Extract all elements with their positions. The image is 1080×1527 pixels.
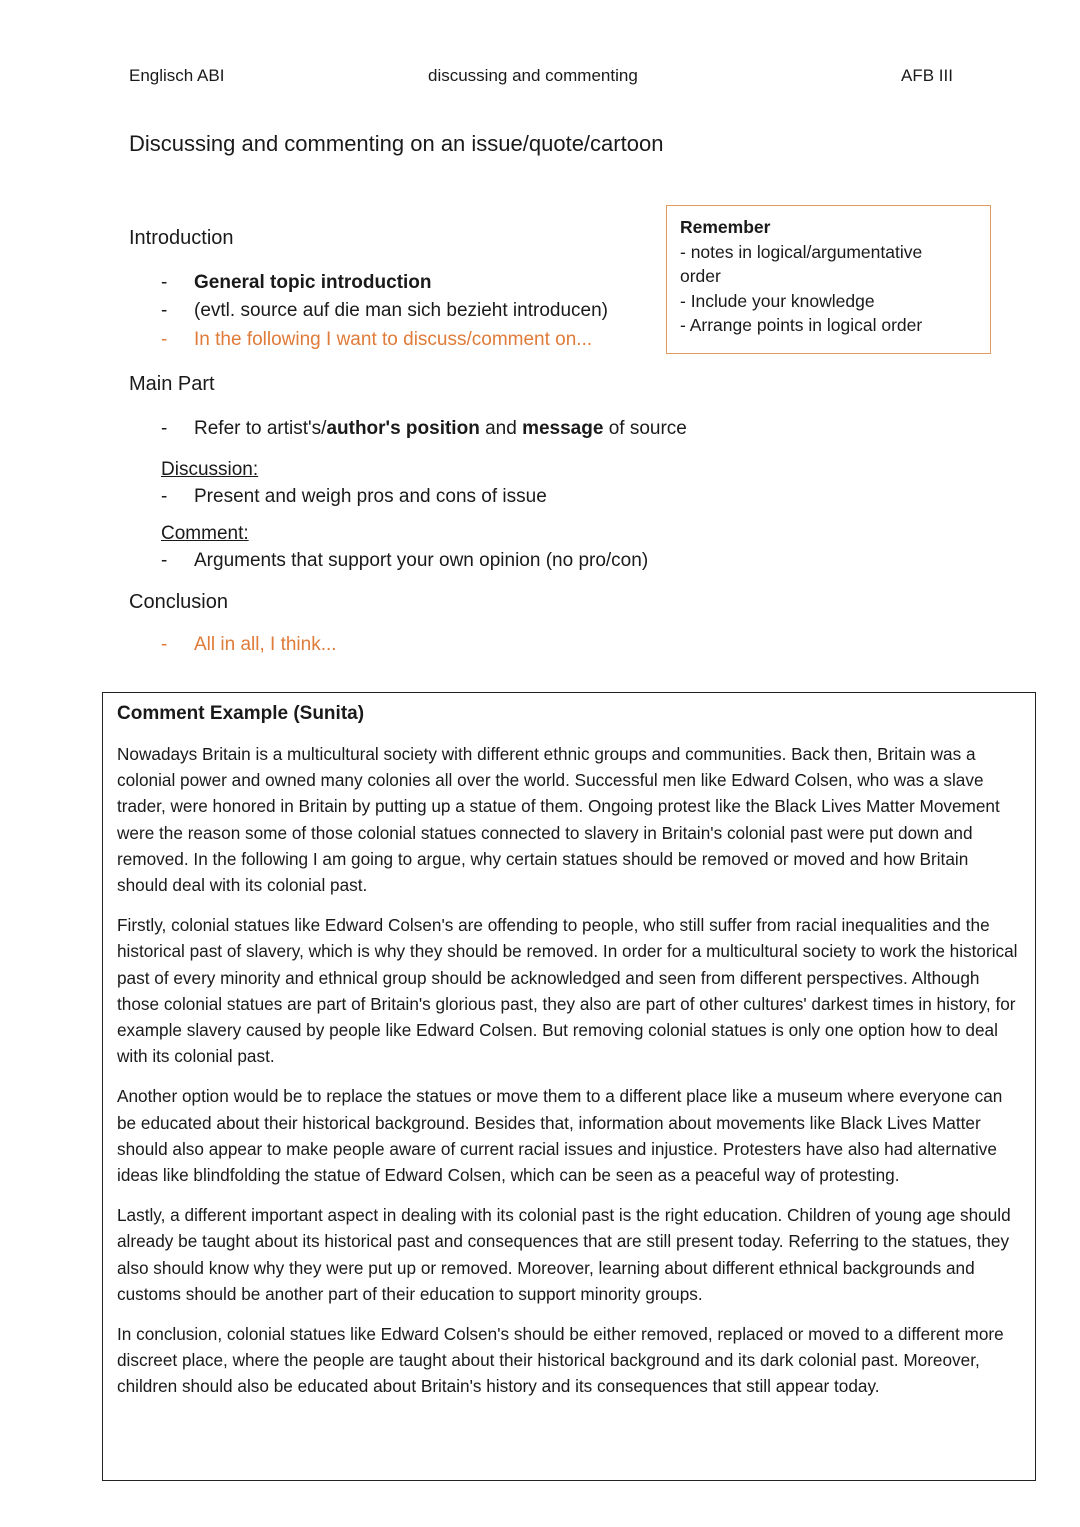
header-subject: Englisch ABI — [129, 66, 225, 85]
main-part-heading: Main Part — [129, 373, 215, 395]
page-title: Discussing and commenting on an issue/quote/cartoon — [129, 131, 664, 156]
remember-heading: Remember — [680, 217, 771, 237]
main-refer-item — [194, 418, 687, 440]
comment-item: Arguments that support your own opinion (no pro/con) — [194, 550, 649, 571]
remember-line: - notes in logical/argumentative — [680, 241, 923, 262]
remember-line: - Arrange points in logical order — [680, 315, 923, 335]
bullet-dash: - — [161, 550, 168, 571]
conclusion-heading: Conclusion — [129, 591, 228, 613]
discussion-label: Discussion: — [161, 459, 259, 480]
comment-label: Comment: — [161, 523, 249, 544]
bullet-dash: - — [161, 329, 168, 350]
intro-item-source: (evtl. source auf die man sich bezieht introducen) — [194, 300, 608, 321]
refer-bold-position: author's position — [326, 418, 480, 439]
bullet-dash: - — [161, 272, 168, 293]
remember-line: order — [680, 266, 721, 286]
discussion-item: Present and weigh pros and cons of issue — [194, 486, 547, 507]
remember-box — [666, 205, 991, 354]
refer-text: Refer to artist's/ — [194, 418, 327, 439]
example-title: Comment Example (Sunita) — [117, 703, 365, 724]
example-paragraph: In conclusion, colonial statues like Edward Colsen's should be either removed, replaced or moved to a different more discreet place, where the people are taught about their historical background and its dark colonial past. Moreover, children should also be educated about Britain's history and its consequences that still appear today. — [117, 1324, 1004, 1397]
refer-text: and — [479, 418, 523, 439]
intro-item-topic: General topic introduction — [194, 272, 432, 293]
bullet-dash: - — [161, 418, 168, 439]
example-paragraph: Another option would be to replace the statues or move them to a different place like a museum where everyone can be educated about their historical background. Besides that, information about movements like Black Lives Matter should also appear to make people aware of current racial issues and injustice. Protesters have also had alternative ideas like blindfolding the statue of Edward Colsen, which can be seen as a peaceful way of protesting. — [117, 1086, 1003, 1186]
example-paragraph: Firstly, colonial statues like Edward Colsen's are offending to people, who still suffer from racial inequalities and the historical past of slavery, which is why they should be removed. In order for a multicultural society to work the historical past of every minority and ethnical group should be acknowledged and seen from different perspectives. Although those colonial statues are part of Britain's glorious past, they also are part of other cultures' darkest times in history, for example slavery caused by people like Edward Colsen. But removing colonial statues is only one option how to deal with its colonial past. — [117, 915, 1018, 1067]
bullet-dash: - — [161, 634, 168, 655]
conclusion-item: All in all, I think... — [194, 634, 337, 655]
remember-line: - Include your knowledge — [680, 290, 875, 311]
header-topic: discussing and commenting — [428, 66, 638, 85]
refer-bold-message: message — [522, 418, 604, 439]
bullet-dash: - — [161, 300, 168, 321]
bullet-dash: - — [161, 486, 168, 507]
introduction-heading: Introduction — [129, 227, 234, 249]
example-paragraph: Nowadays Britain is a multicultural society with different ethnic groups and communities. Back then, Britain was a colonial power and owned many colonies all over the world. Successful men like Edward Colsen, who was a slave trader, were honored in Britain by putting up a statue of them. Ongoing protest like the Black Lives Matter Movement were the reason some of those colonial statues connected to slavery in Britain's colonial past were put down and removed. In the following I am going to argue, why certain statues should be removed or moved and how Britain should deal with its colonial past. — [117, 744, 1000, 896]
intro-item-phrase: In the following I want to discuss/comment on... — [194, 329, 593, 350]
comment-example-box — [102, 692, 1036, 1481]
header-level: AFB III — [901, 66, 953, 85]
refer-text: of source — [603, 418, 687, 439]
example-paragraph: Lastly, a different important aspect in dealing with its colonial past is the right education. Children of young age should already be taught about its historical past and consequences that are still present today. Referring to the statues, they also should know why they were put up or removed. Moreover, learning about different ethnical backgrounds and customs should be another part of their education to support minority groups. — [117, 1205, 1011, 1304]
